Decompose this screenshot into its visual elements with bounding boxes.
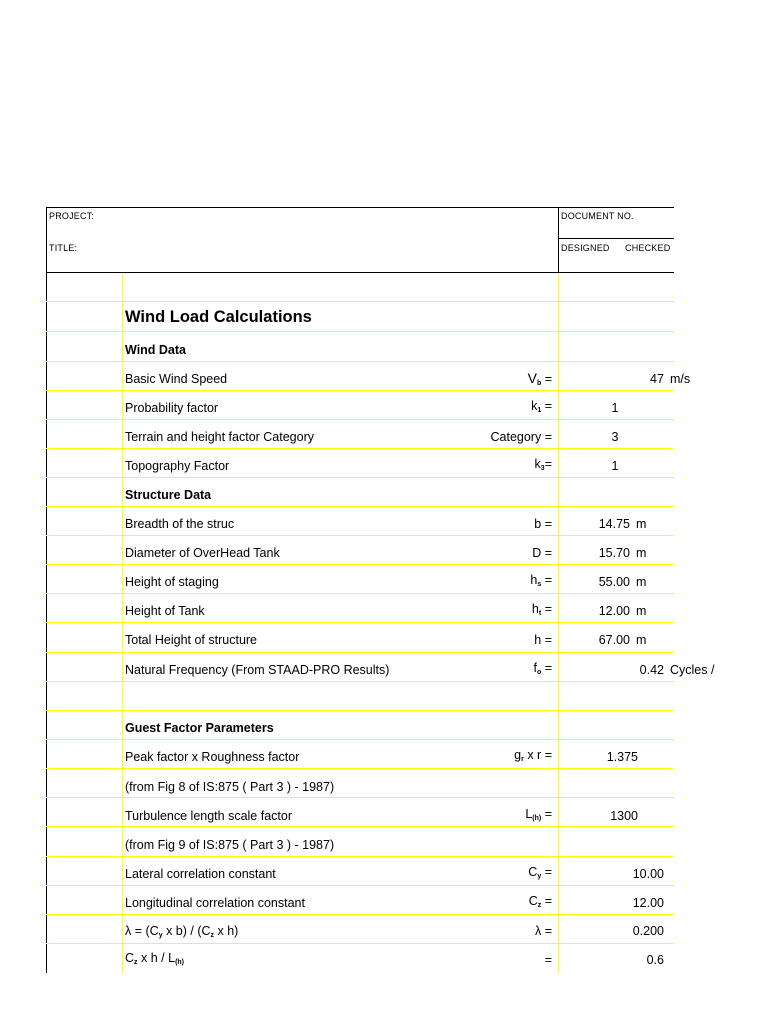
row-label: Natural Frequency (From STAAD-PRO Results) bbox=[125, 663, 390, 677]
row-label: Turbulence length scale factor bbox=[125, 809, 292, 823]
row-value: 3 bbox=[611, 430, 619, 444]
row-value: 0.6 bbox=[646, 953, 664, 967]
row-label: (from Fig 8 of IS:875 ( Part 3 ) - 1987) bbox=[125, 780, 335, 794]
grid-row-line bbox=[46, 739, 674, 740]
header-top-border bbox=[46, 207, 674, 208]
grid-row-line bbox=[46, 331, 674, 332]
grid-row-line bbox=[46, 943, 674, 944]
grid-row-line bbox=[46, 301, 674, 302]
row-symbol: b = bbox=[534, 517, 552, 531]
title-label: TITLE: bbox=[49, 243, 78, 253]
row-value: 47 bbox=[650, 372, 664, 386]
grid-row-line bbox=[46, 506, 674, 507]
row-label: $C_z$ x h / $L_{(h)}$ bbox=[125, 951, 185, 966]
row-value: 12.00 bbox=[598, 604, 630, 618]
row-label: Topography Factor bbox=[125, 459, 230, 473]
row-label: Height of staging bbox=[125, 575, 219, 589]
row-symbol: λ = bbox=[534, 924, 552, 938]
row-symbol: $V_b$ = bbox=[527, 370, 552, 387]
header-doc-divider bbox=[558, 238, 674, 239]
row-label: Peak factor x Roughness factor bbox=[125, 750, 300, 764]
row-label: Height of Tank bbox=[125, 604, 205, 618]
row-value: 12.00 bbox=[632, 896, 664, 910]
row-label: Diameter of OverHead Tank bbox=[125, 546, 280, 560]
row-value: 55.00 bbox=[598, 575, 630, 589]
wind-data-heading: Wind Data bbox=[125, 343, 186, 357]
row-unit: m bbox=[636, 546, 647, 560]
row-label: (from Fig 9 of IS:875 ( Part 3 ) - 1987) bbox=[125, 838, 335, 852]
row-symbol: D = bbox=[532, 546, 552, 560]
grid-row-line bbox=[46, 652, 674, 653]
grid-row-line bbox=[46, 564, 674, 565]
row-unit: m bbox=[636, 517, 647, 531]
row-label: Probability factor bbox=[125, 401, 219, 415]
row-label: Total Height of structure bbox=[125, 633, 258, 647]
row-symbol: $C_z$ = bbox=[528, 894, 552, 909]
header-bottom-border bbox=[46, 272, 674, 273]
document-no-label: DOCUMENT NO. bbox=[561, 211, 634, 221]
row-value: 67.00 bbox=[598, 633, 630, 647]
grid-row-line bbox=[46, 622, 674, 623]
header-divider bbox=[558, 207, 559, 273]
project-label: PROJECT: bbox=[49, 211, 95, 221]
grid-row-line bbox=[46, 593, 674, 594]
row-symbol: Category = bbox=[490, 430, 552, 444]
row-unit: m/s bbox=[670, 372, 691, 386]
row-symbol: $f_o$ = bbox=[533, 661, 552, 676]
row-symbol: = bbox=[544, 953, 552, 967]
grid-row-line bbox=[46, 710, 674, 711]
row-label: Basic Wind Speed bbox=[125, 372, 228, 386]
gust-factor-heading: Guest Factor Parameters bbox=[125, 721, 274, 735]
grid-row-line bbox=[46, 390, 674, 391]
grid-row-line bbox=[46, 419, 674, 420]
row-label: Lateral correlation constant bbox=[125, 867, 276, 881]
row-symbol: $C_y$ = bbox=[528, 865, 552, 880]
grid-row-line bbox=[46, 361, 674, 362]
row-unit: m bbox=[636, 575, 647, 589]
row-value: 1 bbox=[611, 401, 619, 415]
row-unit: m bbox=[636, 633, 647, 647]
row-value: 1.375 bbox=[606, 750, 638, 764]
structure-data-heading: Structure Data bbox=[125, 488, 212, 502]
row-symbol: $h_t$ = bbox=[531, 602, 552, 617]
row-unit: Cycles / bbox=[670, 663, 715, 677]
row-symbol: $L_{(h)}$ = bbox=[525, 807, 552, 822]
row-value: 0.200 bbox=[632, 924, 664, 938]
checked-label: CHECKED bbox=[625, 243, 671, 253]
grid-row-line bbox=[46, 477, 674, 478]
row-label: Longitudinal correlation constant bbox=[125, 896, 305, 910]
row-value: 10.00 bbox=[632, 867, 664, 881]
designed-label: DESIGNED bbox=[561, 243, 610, 253]
row-symbol: $k_1$ = bbox=[531, 399, 552, 414]
row-label: $\lambda = (C_y$ x $b) / (C_z$ x h) bbox=[125, 924, 239, 939]
row-value: 1 bbox=[611, 459, 619, 473]
grid-row-line bbox=[46, 681, 674, 682]
row-label: Terrain and height factor Category bbox=[125, 430, 314, 444]
row-value: 15.70 bbox=[598, 546, 630, 560]
grid-row-line bbox=[46, 885, 674, 886]
grid-row-line bbox=[46, 535, 674, 536]
row-value: 1300 bbox=[610, 809, 638, 823]
row-value: 0.42 bbox=[639, 663, 664, 677]
row-value: 14.75 bbox=[598, 517, 630, 531]
grid-row-line bbox=[46, 914, 674, 915]
row-unit: m bbox=[636, 604, 647, 618]
grid-row-line bbox=[46, 448, 674, 449]
grid-col-line bbox=[558, 273, 559, 973]
grid-col-line bbox=[122, 273, 123, 973]
row-symbol: $g_r$ x r = bbox=[514, 748, 552, 763]
header-left-border bbox=[46, 207, 47, 973]
grid-row-line bbox=[46, 856, 674, 857]
grid-row-line bbox=[46, 797, 674, 798]
row-label: Breadth of the struc bbox=[125, 517, 235, 531]
row-symbol: $k_3=$ bbox=[534, 457, 552, 472]
row-symbol: $h_s$ = bbox=[530, 573, 552, 588]
sheet-title: Wind Load Calculations bbox=[125, 308, 312, 326]
grid-row-line bbox=[46, 826, 674, 827]
grid-row-line bbox=[46, 768, 674, 769]
row-symbol: h = bbox=[534, 633, 552, 647]
